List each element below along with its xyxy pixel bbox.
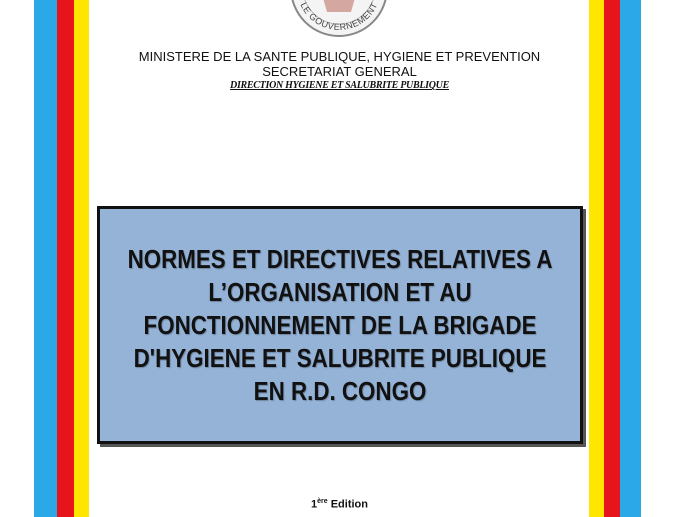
title-line-1: NORMES ET DIRECTIVES RELATIVES A (127, 243, 553, 274)
title-line-5: EN R.D. CONGO (253, 375, 427, 406)
government-seal (283, 0, 395, 43)
ministry-name: MINISTERE DE LA SANTE PUBLIQUE, HYGIENE ET PREVENTION (138, 49, 541, 64)
title-line-4: D'HYGIENE ET SALUBRITE PUBLIQUE (133, 342, 547, 373)
document-title (121, 243, 560, 408)
edition-text: Edition (330, 498, 368, 511)
edition-number: 1 (311, 498, 318, 511)
edition-suffix: ère (317, 498, 328, 505)
title-line-3: FONCTIONNEMENT DE LA BRIGADE (143, 309, 537, 340)
document-title-box (97, 206, 583, 444)
title-line-2: L’ORGANISATION ET AU (208, 276, 472, 307)
secretariat-name: SECRETARIAT GENERAL (262, 64, 417, 79)
direction-name: DIRECTION HYGIENE ET SALUBRITE PUBLIQUE (230, 80, 449, 91)
seal-text: LE GOUVERNEMENT (298, 0, 380, 33)
edition-label (0, 498, 679, 511)
